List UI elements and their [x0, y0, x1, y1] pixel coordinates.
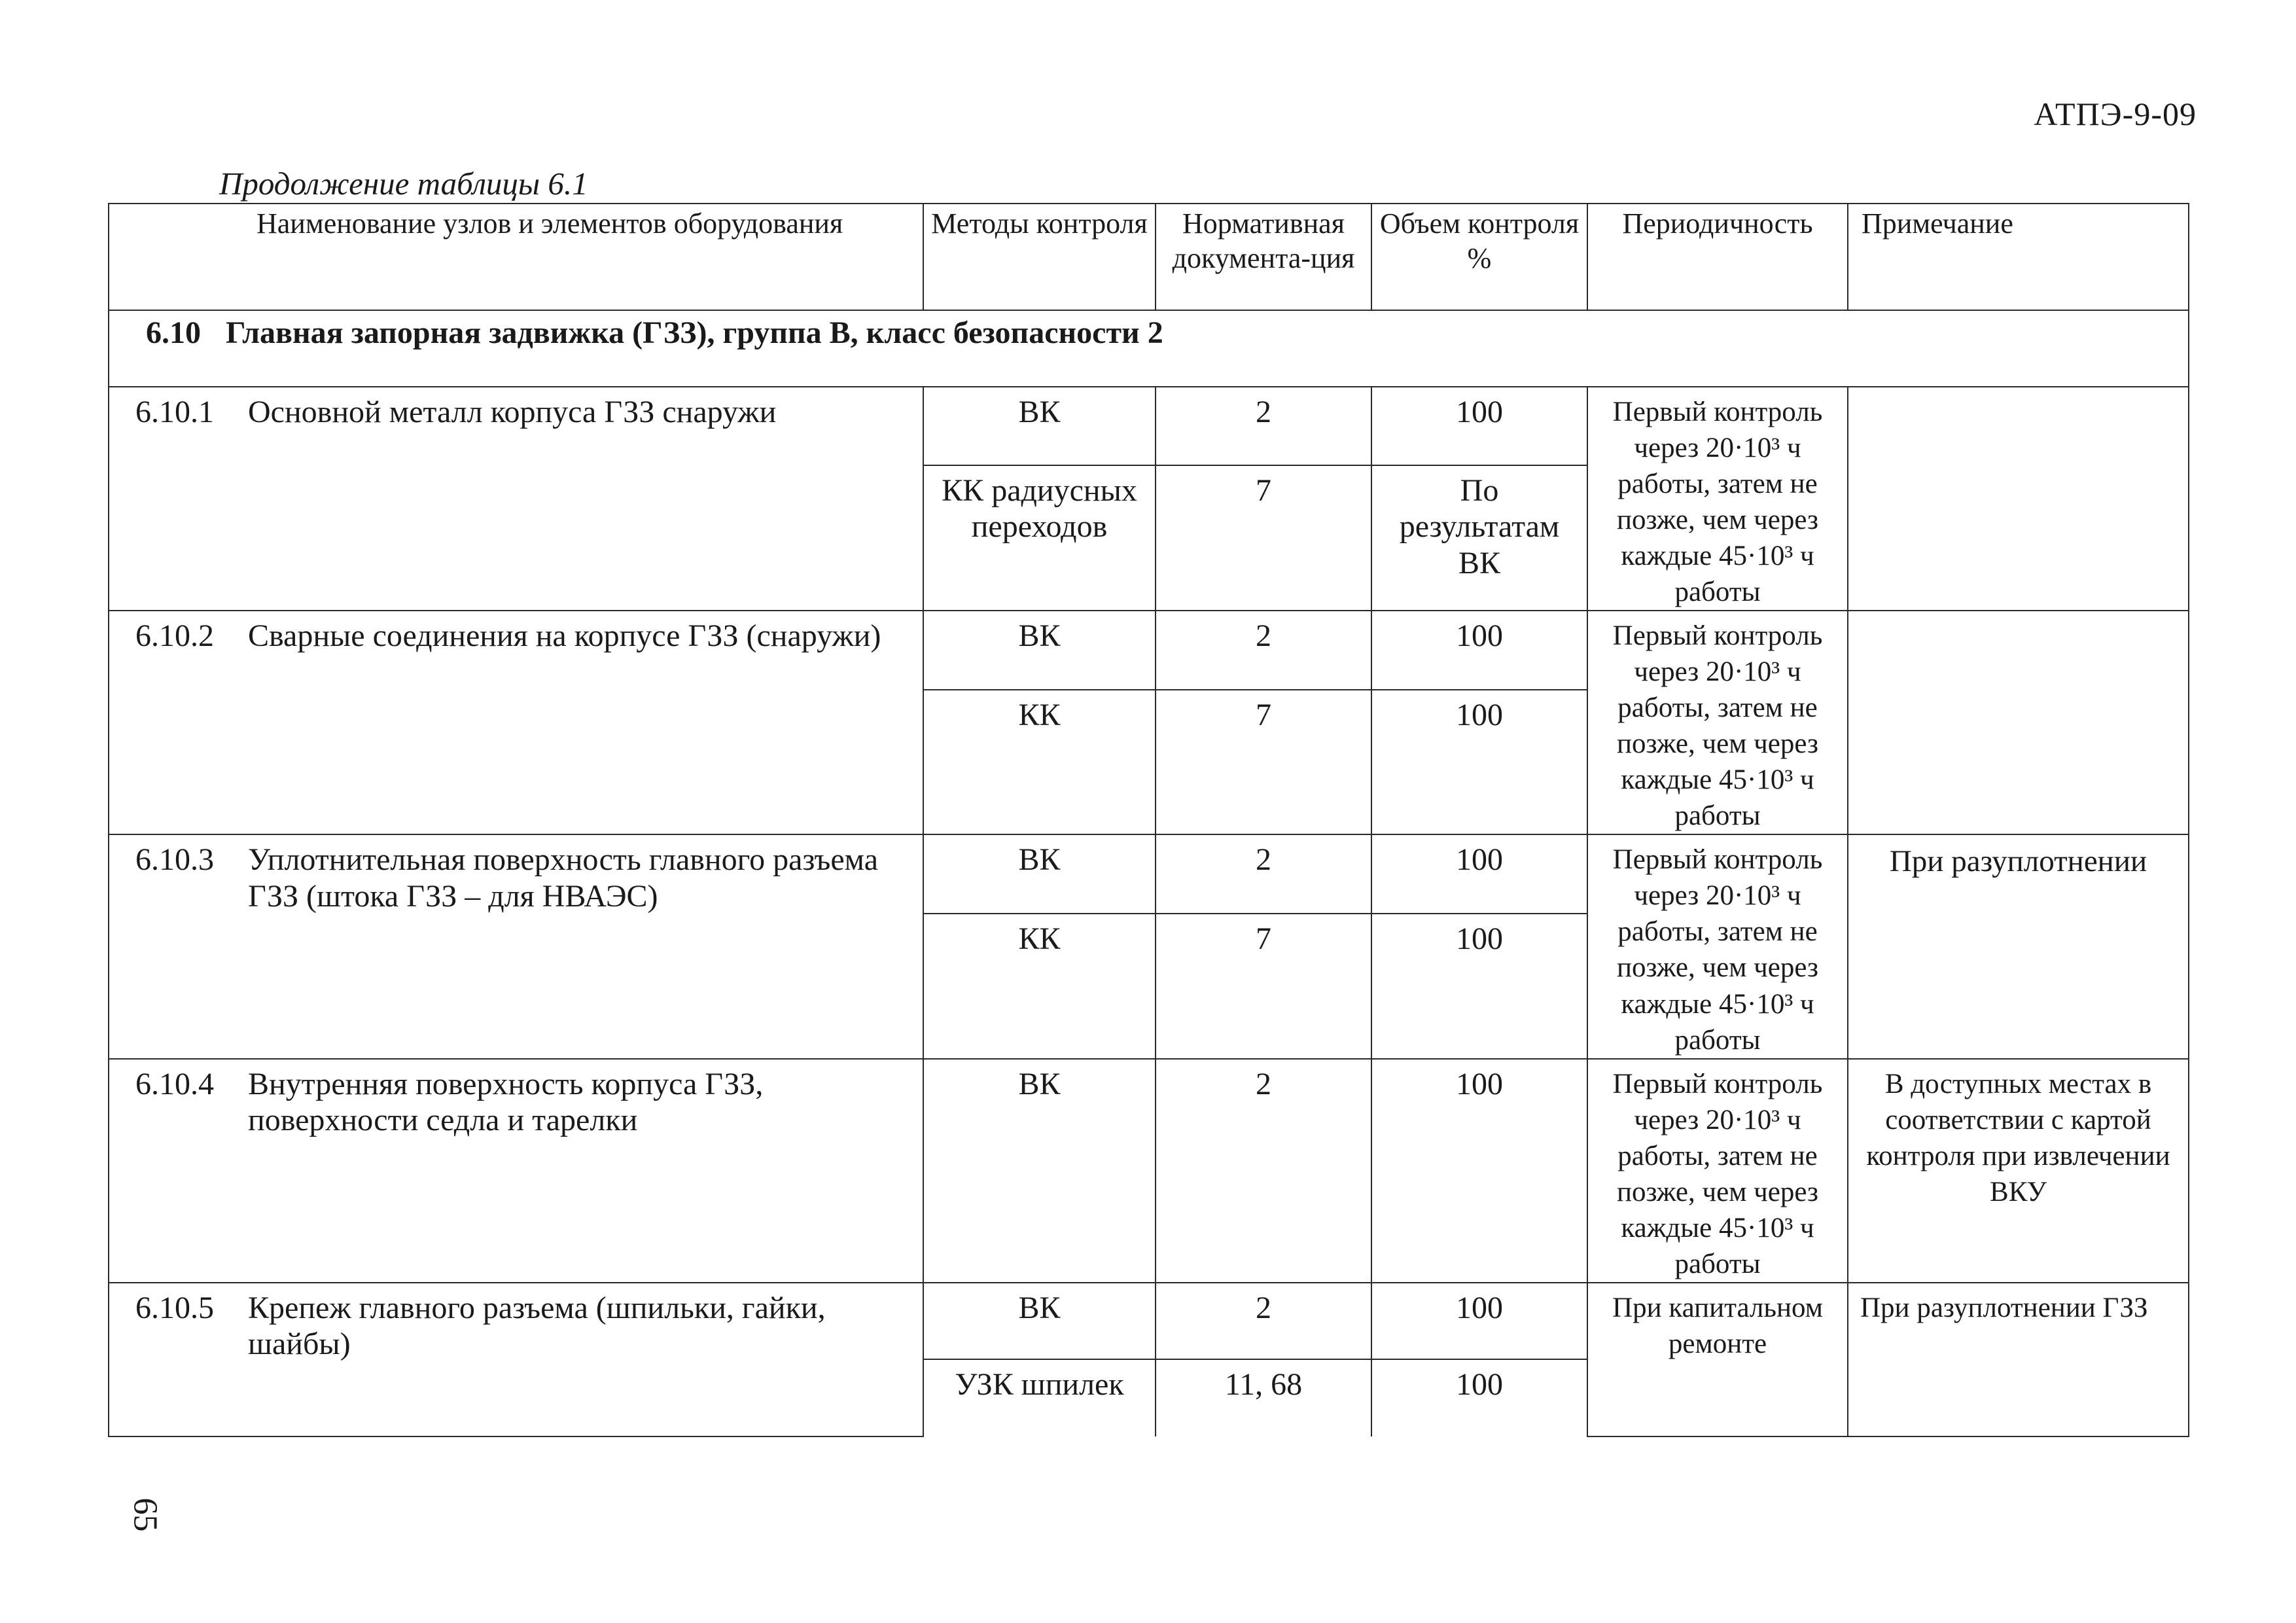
row-number: 6.10.2	[109, 611, 243, 834]
row-periodicity: Первый контроль через 20·10³ ч работы, затем не позже, чем через каждые 45·10³ ч работы	[1587, 834, 1848, 1058]
row-volume: 100	[1371, 611, 1587, 690]
row-number: 6.10.5	[109, 1283, 243, 1436]
row-volume: 100	[1371, 1283, 1587, 1359]
section-row	[109, 310, 2189, 387]
row-method: ВК	[923, 1059, 1156, 1283]
row-volume: 100	[1371, 387, 1587, 465]
control-table	[108, 203, 2189, 1437]
row-name: Сварные соединения на корпусе ГЗЗ (снаружи)	[243, 611, 923, 834]
row-doc: 2	[1156, 1059, 1371, 1283]
row-name: Уплотнительная поверхность главного разъема ГЗЗ (штока ГЗЗ – для НВАЭС)	[243, 834, 923, 1058]
row-note: В доступных местах в соответствии с картой контроля при извлечении ВКУ	[1848, 1059, 2189, 1283]
row-periodicity: При капитальном ремонте	[1587, 1283, 1848, 1436]
row-doc: 7	[1156, 914, 1371, 1058]
row-periodicity: Первый контроль через 20·10³ ч работы, затем не позже, чем через каждые 45·10³ ч работы	[1587, 387, 1848, 611]
header-name: Наименование узлов и элементов оборудования	[109, 204, 923, 310]
table-caption: Продолжение таблицы 6.1	[219, 166, 588, 202]
table-row	[109, 1283, 2189, 1359]
row-method: УЗК шпилек	[923, 1359, 1156, 1436]
table-header-row	[109, 204, 2189, 310]
row-doc: 7	[1156, 690, 1371, 834]
row-doc: 7	[1156, 465, 1371, 611]
table-row	[109, 611, 2189, 690]
row-name: Внутренняя поверхность корпуса ГЗЗ, поверхности седла и тарелки	[243, 1059, 923, 1283]
row-method: ВК	[923, 1283, 1156, 1359]
row-volume: 100	[1371, 834, 1587, 914]
header-note: Примечание	[1848, 204, 2189, 310]
row-doc: 2	[1156, 387, 1371, 465]
section-number: 6.10	[146, 315, 201, 350]
row-method: КК радиусных переходов	[923, 465, 1156, 611]
row-doc: 2	[1156, 1283, 1371, 1359]
row-volume: 100	[1371, 914, 1587, 1058]
row-note: При разуплотнении	[1848, 834, 2189, 1058]
row-doc: 2	[1156, 834, 1371, 914]
row-name: Крепеж главного разъема (шпильки, гайки, шайбы)	[243, 1283, 923, 1436]
row-doc: 11, 68	[1156, 1359, 1371, 1436]
row-name: Основной металл корпуса ГЗЗ снаружи	[243, 387, 923, 611]
row-number: 6.10.4	[109, 1059, 243, 1283]
table-row	[109, 834, 2189, 914]
section-heading	[109, 310, 2189, 387]
row-periodicity: Первый контроль через 20·10³ ч работы, затем не позже, чем через каждые 45·10³ ч работы	[1587, 611, 1848, 834]
table-row	[109, 387, 2189, 465]
row-note: При разуплотнении ГЗЗ	[1848, 1283, 2189, 1436]
row-number: 6.10.1	[109, 387, 243, 611]
row-volume: По результатам ВК	[1371, 465, 1587, 611]
header-volume: Объем контроля %	[1371, 204, 1587, 310]
document-code: АТПЭ-9-09	[2034, 96, 2197, 132]
table-row	[109, 1059, 2189, 1283]
row-volume: 100	[1371, 1359, 1587, 1436]
row-periodicity: Первый контроль через 20·10³ ч работы, затем не позже, чем через каждые 45·10³ ч работы	[1587, 1059, 1848, 1283]
page-number: 65	[126, 1497, 164, 1532]
row-note	[1848, 611, 2189, 834]
header-normative: Нормативная документа-ция	[1156, 204, 1371, 310]
row-method: ВК	[923, 834, 1156, 914]
header-periodicity: Периодичность	[1587, 204, 1848, 310]
row-volume: 100	[1371, 690, 1587, 834]
row-number: 6.10.3	[109, 834, 243, 1058]
row-note	[1848, 387, 2189, 611]
row-method: ВК	[923, 611, 1156, 690]
row-method: КК	[923, 914, 1156, 1058]
row-volume: 100	[1371, 1059, 1587, 1283]
row-method: ВК	[923, 387, 1156, 465]
section-title: Главная запорная задвижка (ГЗЗ), группа В, класс безопасности 2	[226, 315, 1163, 350]
row-doc: 2	[1156, 611, 1371, 690]
header-methods: Методы контроля	[923, 204, 1156, 310]
row-method: КК	[923, 690, 1156, 834]
